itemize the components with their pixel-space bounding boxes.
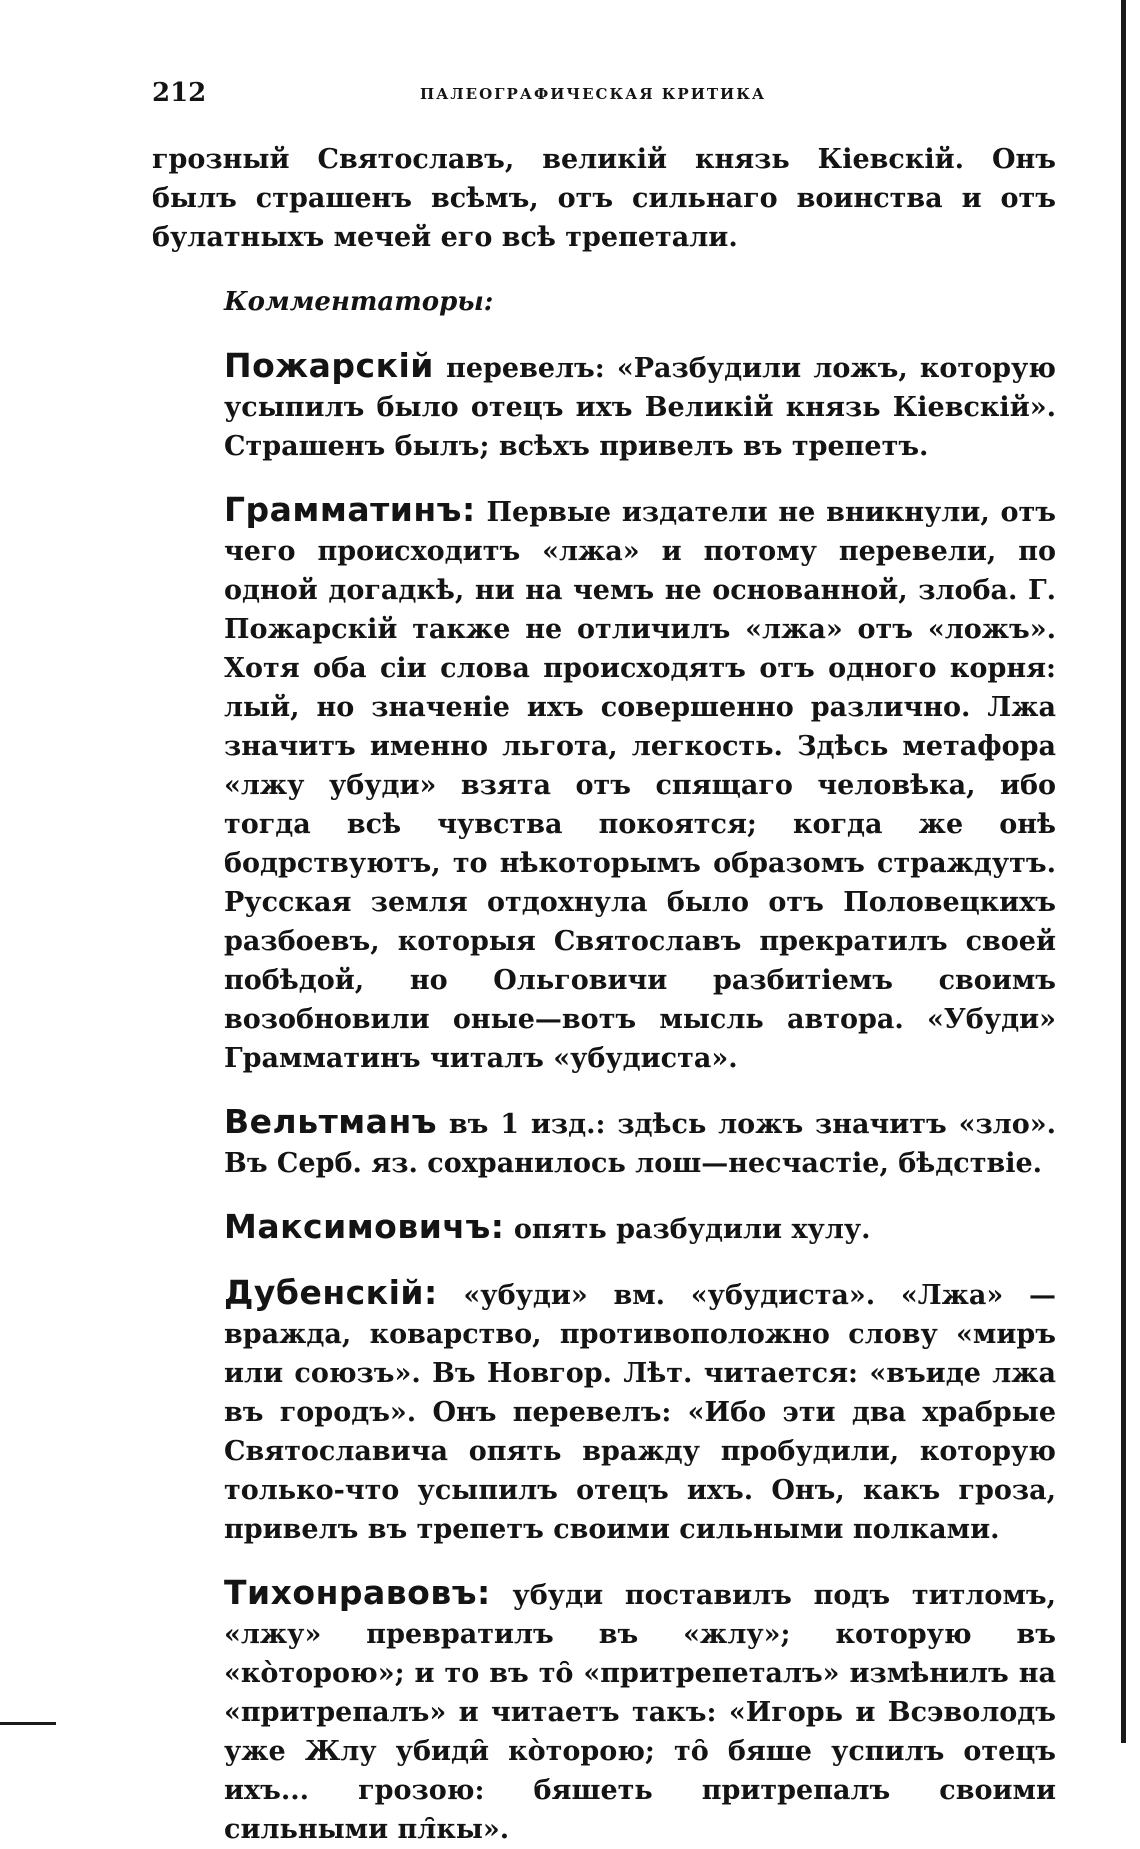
entry-text: въ 1 изд.: здѣсь ложъ значитъ «зло». Въ Серб. яз. сохранилось лош—несчастіе, бѣдствіе. bbox=[224, 1109, 1057, 1179]
page-number: 212 bbox=[152, 78, 207, 108]
body-text bbox=[152, 140, 1056, 1849]
entry-tikhonravov bbox=[152, 1573, 1056, 1849]
intro-paragraph: грозный Святославъ, великій князь Кіевскій. Онъ былъ страшенъ всѣмъ, отъ сильнаго воинства и отъ булатныхъ мечей его всѣ трепетали. bbox=[152, 144, 1056, 253]
corner-mark bbox=[0, 1722, 56, 1725]
commentators-heading: Комментаторы: bbox=[224, 287, 494, 317]
entry-text: Первые издатели не вникнули, отъ чего происходитъ «лжа» и потому перевели, по одной догадкѣ, ни на чемъ не основанной, злоба. Г. Пожарскій также не отличилъ «лжа» отъ «ложъ». Хотя оба сіи слова происходятъ отъ одного корня: лый, но значеніе ихъ совершенно различно. Лжа значитъ именно льгота, легкость. Здѣсь метафора «лжу убуди» взята отъ спящаго человѣка, ибо тогда всѣ чувства покоятся; когда же онѣ бодрствуютъ, то нѣкоторымъ образомъ страждутъ. Русская земля отдохнула было отъ Половецкихъ разбоевъ, которыя Святославъ прекратилъ своей побѣдой, но Ольговичи разбитіемъ своимъ возобновили оные—вотъ мысль автора. «Убуди» Грамматинъ читалъ «убудиста». bbox=[224, 497, 1057, 1074]
entry-name: Грамматинъ: bbox=[224, 490, 476, 529]
entry-text: опять разбудили хулу. bbox=[513, 1214, 871, 1245]
page-edge-line bbox=[1121, 0, 1126, 1743]
entry-veltman bbox=[152, 1102, 1056, 1183]
entry-text: перевелъ: «Разбудили ложъ, которую усыпилъ было отецъ ихъ Великій князь Кіевскій». Страшенъ былъ; всѣхъ привелъ въ трепетъ. bbox=[224, 353, 1056, 462]
entry-text: убуди поставилъ подъ титломъ, «лжу» превратилъ въ «жлу»; которую въ «ко̀торою»; и то въ то̑ «притрепеталъ» измѣнилъ на «притрепалъ» и читаетъ такъ: «Игорь и Всэволодъ уже Жлу убиди̑ ко̀торою; то̑ бяше успилъ отецъ ихъ... грозою: бяшеть притрепалъ своими сильными пл̑кы». bbox=[224, 1580, 1057, 1845]
entry-name: Тихонравовъ: bbox=[224, 1573, 491, 1612]
entry-maksimovich bbox=[152, 1207, 1056, 1249]
entry-name: Вельтманъ bbox=[224, 1102, 438, 1141]
running-title: ПАЛЕОГРАФИЧЕСКАЯ КРИТИКА bbox=[420, 85, 767, 103]
entry-name: Дубенскій: bbox=[224, 1273, 438, 1312]
entry-name: Пожарскій bbox=[224, 346, 434, 385]
entry-pozharsky bbox=[152, 346, 1056, 466]
entry-grammatin bbox=[152, 490, 1056, 1078]
entry-dubensky bbox=[152, 1273, 1056, 1549]
entry-name: Максимовичъ: bbox=[224, 1207, 505, 1246]
entry-text: «убуди» вм. «убудиста». «Лжа» — вражда, коварство, противоположно слову «миръ или союзъ». Въ Новгор. Лѣт. читается: «въиде лжа въ городъ». Онъ перевелъ: «Ибо эти два храбрые Святославича опять вражду пробудили, которую только-что усыпилъ отецъ ихъ. Онъ, какъ гроза, привелъ въ трепетъ своими сильными полками. bbox=[224, 1280, 1056, 1545]
page-header bbox=[152, 78, 1032, 118]
